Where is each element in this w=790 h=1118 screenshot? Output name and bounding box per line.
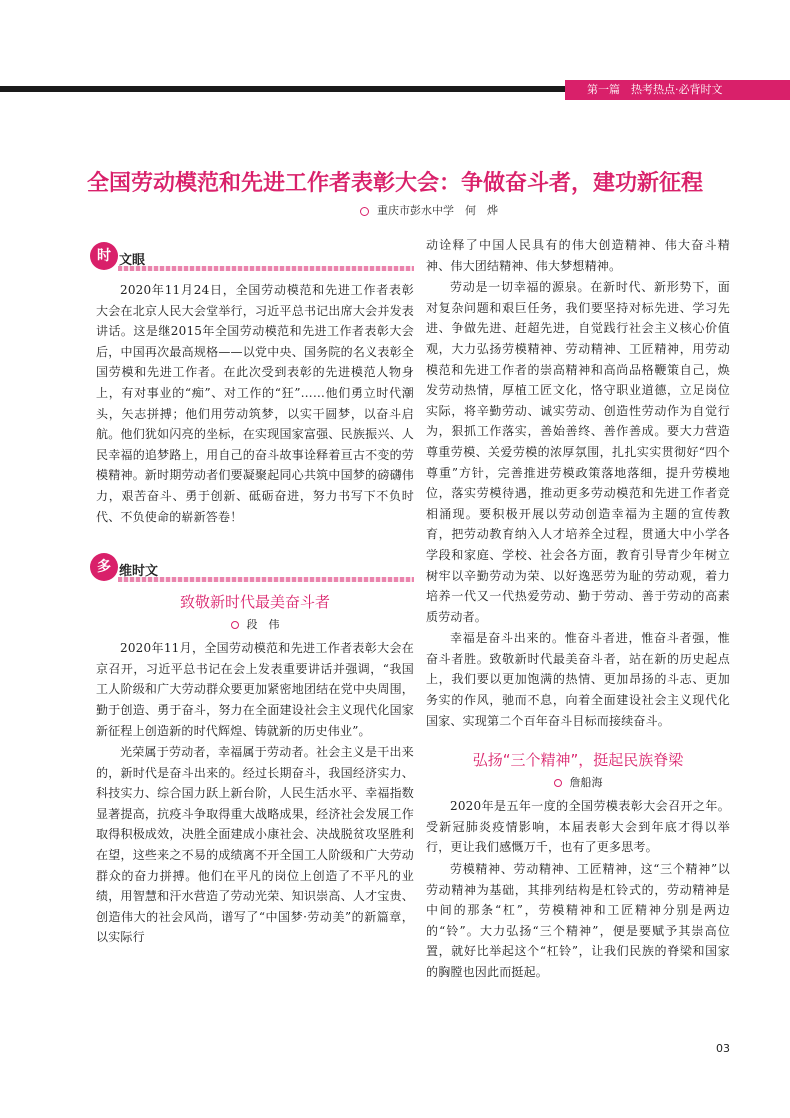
circle-bullet-icon [554,779,562,787]
circle-bullet-icon [360,207,369,216]
sub-article-author-text: 詹船海 [569,776,603,790]
section-badge: 时 [90,242,118,270]
banner-bar [118,577,414,582]
article-title: 全国劳动模范和先进工作者表彰大会：争做奋斗者，建功新征程 [86,171,703,196]
section-banner-duowei [90,553,414,583]
paragraph: 2020年11月，全国劳动模范和先进工作者表彰大会在京召开，习近平总书记在会上发表重要讲话并强调，“我国工人阶级和广大劳动群众要更加紧密地团结在党中央周围，勤于创造、勇于奋斗，努力在全面建设社会主义现代化国家新征程上创造新的时代辉煌、铸就新的历史伟业”。 [96,641,414,738]
section-badge: 多 [90,553,118,581]
sub-article-author [96,616,414,632]
right-column [426,235,730,984]
paragraph-continued: 动诠释了中国人民具有的伟大创造精神、伟大奋斗精神、伟大团结精神、伟大梦想精神。 [426,238,730,273]
sub-article-author-text: 段 伟 [246,618,280,632]
banner-bar [118,266,414,271]
circle-bullet-icon [231,621,239,629]
article-author [360,202,498,218]
header-rule [0,86,565,92]
left-column [96,242,414,949]
sub-article-author [426,774,730,790]
article-author-text: 重庆市彭水中学 何 烨 [377,204,498,217]
paragraph: 劳模精神、劳动精神、工匠精神，这“三个精神”以劳动精神为基础，其排列结构是杠铃式的，劳动精神是中间的那条“杠”，劳模精神和工匠精神分别是两边的“铃”。大力弘扬“三个精神”，便是要赋予其崇高位置，就好比举起这个“杠铃”，让我们民族的脊梁和国家的胸膛也因此而挺起。 [426,862,730,979]
paragraph: 光荣属于劳动者，幸福属于劳动者。社会主义是干出来的，新时代是奋斗出来的。经过长期奋斗，我国经济实力、科技实力、综合国力跃上新台阶，人民生活水平、幸福指数显著提高，抗疫斗争取得重大战略成果，经济社会发展工作取得积极成效，决胜全面建成小康社会、决战脱贫攻坚胜利在望，这些来之不易的成绩离不开全国工人阶级和广大劳动群众的奋力拼搏。他们在平凡的岗位上创造了不平凡的业绩，用智慧和汗水营造了劳动光荣、知识崇高、人才宝贵、创造伟大的社会风尚，谱写了“中国梦·劳动美”的新篇章，以实际行 [96,745,414,945]
section-banner-wenyan [90,242,414,272]
paragraph: 2020年11月24日，全国劳动模范和先进工作者表彰大会在北京人民大会堂举行，习近平总书记出席大会并发表讲话。这是继2015年全国劳动模范和先进工作者表彰大会后，中国再次最高规格——以党中央、国务院的名义表彰全国劳模和先进工作者。在此次受到表彰的先进模范人物身上，有对事业的“痴”、对工作的“狂”……他们勇立时代潮头，矢志拼搏；他们用劳动筑梦，以实干圆梦，以奋斗启航。他们犹如闪亮的坐标，在实现国家富强、民族振兴、人民幸福的追梦路上，用自己的奋斗故事诠释着亘古不变的劳模精神。新时期劳动者们要凝聚起同心共筑中国梦的磅礴伟力，艰苦奋斗、勇于创新、砥砺奋进，努力书写下不负时代、不负使命的崭新答卷！ [96,283,414,524]
section-label: 维时文 [119,564,159,580]
section-label: 文眼 [119,253,146,268]
paragraph: 2020年是五年一度的全国劳模表彰大会召开之年。受新冠肺炎疫情影响，本届表彰大会到年底才得以举行，更让我们感慨万千，也有了更多思考。 [426,799,730,855]
paragraph: 幸福是奋斗出来的。惟奋斗者进，惟奋斗者强，惟奋斗者胜。致敬新时代最美奋斗者，站在新的历史起点上，我们要以更加饱满的热情、更加昂扬的斗志、更加务实的作风，驰而不息，向着全面建设社会主义现代化国家、实现第二个百年奋斗目标而接续奋斗。 [426,631,730,728]
sub-article-title: 致敬新时代最美奋斗者 [179,593,330,612]
page-number: 03 [716,1042,730,1055]
sub-article-title: 弘扬“三个精神”，挺起民族脊梁 [472,751,684,770]
section-tab: 第一篇 热考热点·必背时文 [565,80,790,100]
paragraph: 劳动是一切幸福的源泉。在新时代、新形势下，面对复杂问题和艰巨任务，我们要坚持对标先进、学习先进、争做先进、赶超先进，自觉践行社会主义核心价值观，大力弘扬劳模精神、劳动精神、工匠精神，用劳动模范和先进工作者的崇高精神和高尚品格鞭策自己，焕发劳动热情，厚植工匠文化，恪守职业道德，立足岗位实际，将辛勤劳动、诚实劳动、创造性劳动作为自觉行为，狠抓工作落实，善始善终、善作善成。要大力营造尊重劳模、关爱劳模的浓厚氛围，扎扎实实贯彻好“四个尊重”方针，完善推进劳模政策落地落细，提升劳模地位，落实劳模待遇，推动更多劳动模范和先进工作者竞相涌现。要积极开展以劳动创造幸福为主题的宣传教育，把劳动教育纳入人才培养全过程，贯通大中小学各学段和家庭、学校、社会各方面，教育引导青少年树立树牢以辛勤劳动为荣、以好逸恶劳为耻的劳动观，着力培养一代又一代热爱劳动、勤于劳动、善于劳动的高素质劳动者。 [426,280,730,624]
